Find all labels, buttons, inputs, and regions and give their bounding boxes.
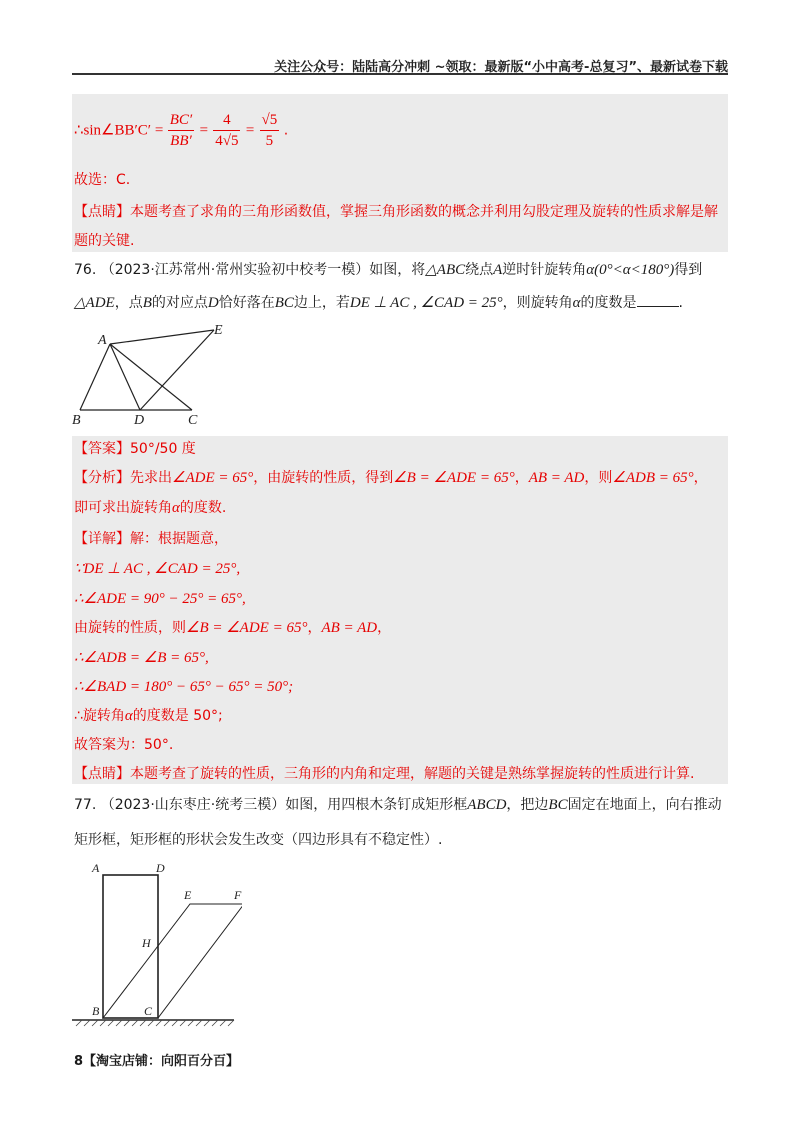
q76-detail-intro: 【详解】解：根据题意， xyxy=(74,531,228,547)
label-C: C xyxy=(144,1004,153,1018)
page-header: 关注公众号：陆陆高分冲刺 ~领取：最新版“小中高考-总复习”、最新试卷下载 xyxy=(274,60,728,75)
q76-step5: ∴∠BAD = 180° − 65° − 65° = 50°; xyxy=(74,679,294,695)
q76-triangle-figure xyxy=(68,318,268,430)
q76-analysis-line1: 【分析】先求出∠ADE = 65°，由旋转的性质，得到∠B = ∠ADE = 65°，AB = AD，则∠ADB = 65°， xyxy=(74,470,708,486)
label-A: A xyxy=(92,861,100,875)
q76-final: 故答案为：50°. xyxy=(74,737,174,753)
segment-AE xyxy=(110,330,214,344)
segment-AD xyxy=(110,344,140,410)
parallelogram-BCFE xyxy=(103,904,242,1018)
shop-name: 【淘宝店铺：向阳百分百】 xyxy=(83,1054,240,1069)
q76-line2: △ADE，点B的对应点D恰好落在BC边上，若DE ⊥ AC , ∠CAD = 25°，则旋转角α的度数是 . xyxy=(74,292,683,313)
prev-comment-line2: 题的关键. xyxy=(74,233,135,249)
label-D: D xyxy=(156,861,165,875)
answer-blank xyxy=(637,292,679,307)
q77-rectangle-figure xyxy=(72,855,242,1027)
ground-hatching xyxy=(76,1020,234,1026)
label-H: H xyxy=(142,936,151,950)
label-E: E xyxy=(184,888,192,902)
q76-step6: ∴旋转角α的度数是 50°; xyxy=(74,708,223,724)
label-D: D xyxy=(134,413,145,428)
prev-answer: 故选：C. xyxy=(74,172,131,188)
q76-comment: 【点睛】本题考查了旋转的性质，三角形的内角和定理，解题的关键是熟练掌握旋转的性质进行计算. xyxy=(74,766,695,782)
q76-analysis-line2: 即可求出旋转角α的度数. xyxy=(74,500,227,516)
prev-comment-line1: 【点睛】本题考查了求角的三角形函数值，掌握三角形函数的概念并利用勾股定理及旋转的性质求解是解 xyxy=(74,204,718,220)
q76-step2: ∴∠ADE = 90° − 25° = 65°, xyxy=(74,591,246,607)
comment-tag: 【点睛】 xyxy=(74,204,130,220)
q77-line1: 77. （2023·山东枣庄·统考三模）如图，用四根木条钉成矩形框ABCD，把边BC固定在地面上，向右推动 xyxy=(74,797,722,813)
q76-step3: 由旋转的性质，则∠B = ∠ADE = 65°，AB = AD， xyxy=(74,620,392,636)
segment-AB xyxy=(80,344,110,410)
header-rule xyxy=(72,73,728,75)
page-footer xyxy=(74,1050,239,1069)
q76-line1: 76. （2023·江苏常州·常州实验初中校考一模）如图，将△ABC绕点A逆时针旋转角α(0°<α<180°)得到 xyxy=(74,262,703,278)
label-F-visible: F xyxy=(234,888,242,902)
label-A: A xyxy=(98,333,107,348)
label-B: B xyxy=(72,413,81,428)
q76-solution-block xyxy=(72,436,728,784)
segment-AC xyxy=(110,344,192,410)
page-number: 8 xyxy=(74,1054,84,1069)
prev-formula: ∴sin∠BB′C′ = $\frac{BC'}{BB'}$ = $\frac{4}{4√5}$ = $\frac{√5}{5}$ . xyxy=(74,112,289,149)
q76-step4: ∴∠ADB = ∠B = 65°, xyxy=(74,650,209,666)
q76-answer: 【答案】50°/50 度 xyxy=(74,441,196,457)
label-C: C xyxy=(188,413,198,428)
label-B: B xyxy=(92,1004,100,1018)
q77-line2: 矩形框，矩形框的形状会发生改变（四边形具有不稳定性）. xyxy=(74,832,443,848)
label-E: E xyxy=(214,323,223,338)
q76-step1: ∵DE ⊥ AC , ∠CAD = 25°, xyxy=(74,561,241,577)
